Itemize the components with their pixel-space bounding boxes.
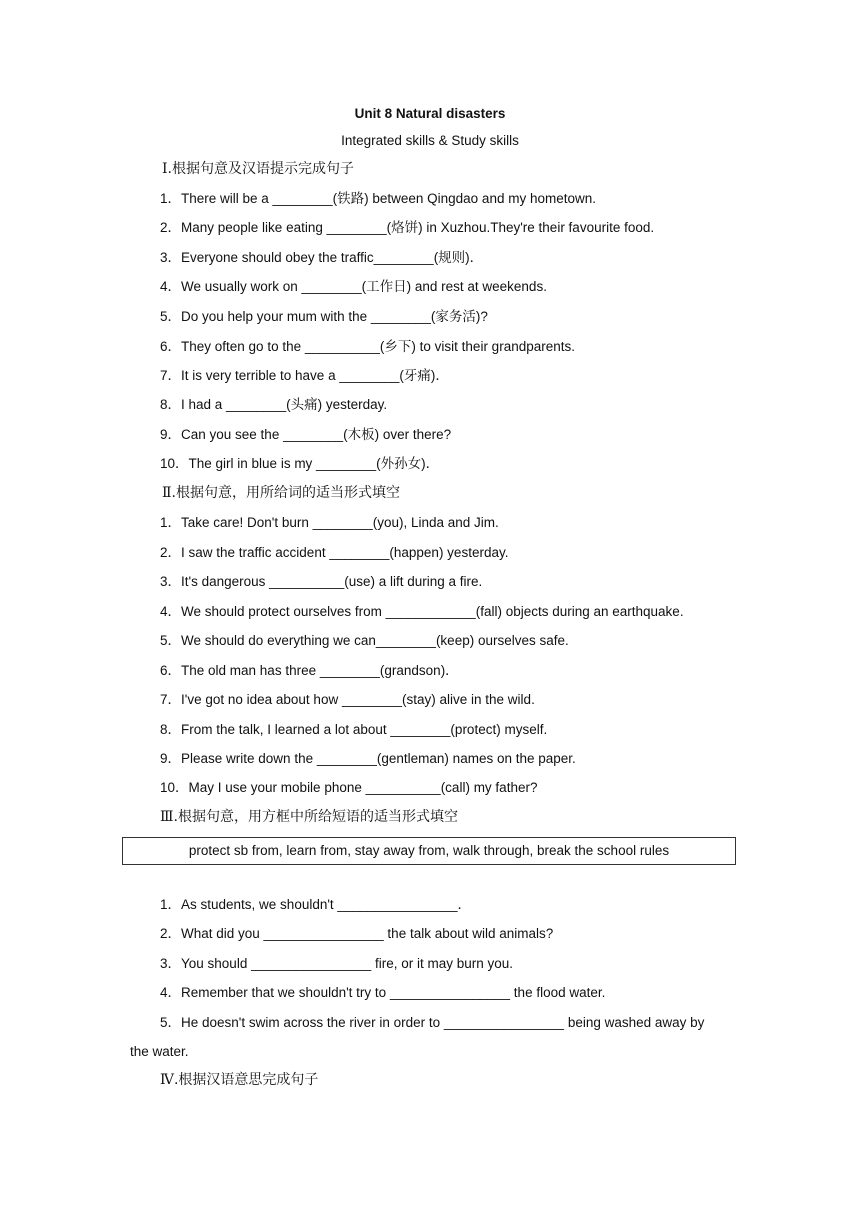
list-item: 3．Everyone should obey the traffic________(规则)． <box>160 250 484 265</box>
list-item: 9．Please write down the ________(gentleman) names on the paper. <box>160 751 576 766</box>
list-item: 9．Can you see the ________(木板) over there? <box>160 427 452 442</box>
list-item: 2．I saw the traffic accident ________(happen) yesterday. <box>160 545 509 560</box>
list-item: 1．As students, we shouldn't ________________． <box>160 897 472 912</box>
list-item: 7．I've got no idea about how ________(stay) alive in the wild. <box>160 692 535 707</box>
list-item: 7．It is very terrible to have a ________(牙痛)． <box>160 368 449 383</box>
list-item: 3．It's dangerous __________(use) a lift during a fire. <box>160 574 483 589</box>
list-item: 6．They often go to the __________(乡下) to visit their grandparents. <box>160 339 575 354</box>
list-item: 2．Many people like eating ________(烙饼) in Xuzhou.They're their favourite food. <box>160 220 655 235</box>
list-item: 8．From the talk, I learned a lot about ________(protect) myself. <box>160 722 548 737</box>
list-item: 4．We usually work on ________(工作日) and rest at weekends. <box>160 279 547 294</box>
list-item: 1．There will be a ________(铁路) between Qingdao and my hometown. <box>160 191 596 206</box>
phrase-box <box>122 837 736 865</box>
page-title: Unit 8 Natural disasters <box>354 106 506 121</box>
list-item: 5．Do you help your mum with the ________(家务活)? <box>160 309 488 324</box>
list-item: 10．May I use your mobile phone __________(call) my father? <box>160 780 538 795</box>
list-item: 10．The girl in blue is my ________(外孙女)． <box>160 456 440 471</box>
list-item: 8．I had a ________(头痛) yesterday. <box>160 397 388 412</box>
section-4-heading: Ⅳ.根据汉语意思完成句子 <box>160 1072 319 1088</box>
section-2-heading: Ⅱ.根据句意，用所给词的适当形式填空 <box>162 485 400 501</box>
list-item: 2．What did you ________________ the talk about wild animals? <box>160 926 554 941</box>
list-item: 4．Remember that we shouldn't try to ________________ the flood water. <box>160 985 606 1000</box>
list-item: 3．You should ________________ fire, or it may burn you. <box>160 956 514 971</box>
list-item: 5．We should do everything we can________(keep) ourselves safe. <box>160 633 569 648</box>
section-1-heading: Ⅰ.根据句意及汉语提示完成句子 <box>162 161 354 177</box>
phrase-box-text: protect sb from, learn from, stay away from, walk through, break the school rules <box>188 843 670 858</box>
list-item: 6．The old man has three ________(grandson)． <box>160 663 459 678</box>
list-item: 4．We should protect ourselves from ____________(fall) objects during an earthquake. <box>160 604 684 619</box>
list-item-continuation: the water. <box>130 1044 189 1059</box>
page-subtitle: Integrated skills & Study skills <box>341 133 519 148</box>
list-item: 1．Take care! Don't burn ________(you), Linda and Jim. <box>160 515 499 530</box>
list-item: 5．He doesn't swim across the river in order to ________________ being washed away by <box>160 1015 705 1030</box>
section-3-heading: Ⅲ.根据句意，用方框中所给短语的适当形式填空 <box>160 809 458 825</box>
